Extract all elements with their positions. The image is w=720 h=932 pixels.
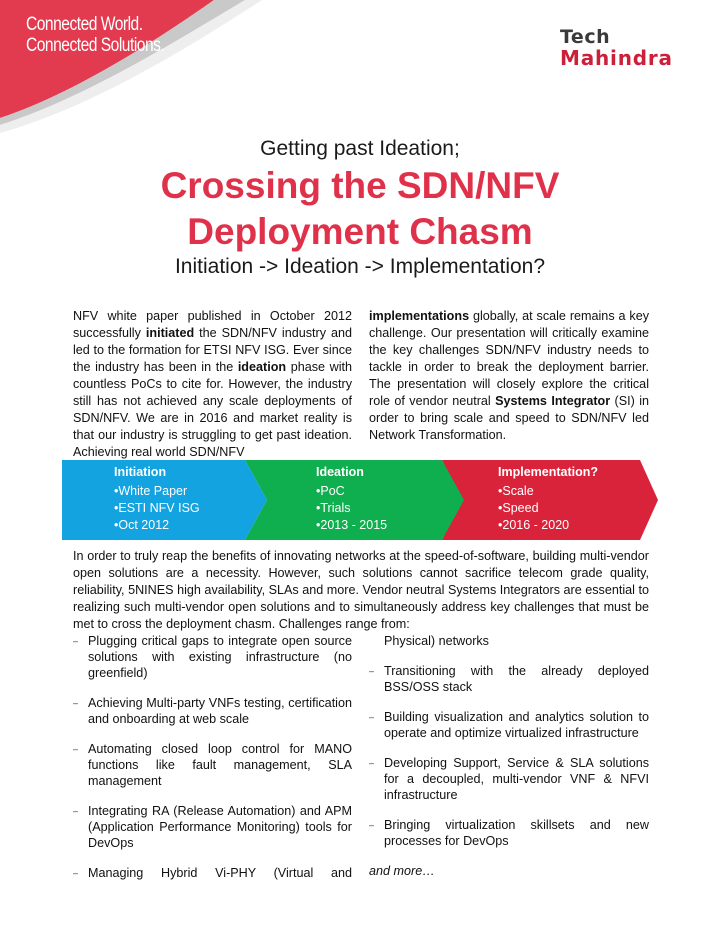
- phase-title: Implementation?: [498, 465, 599, 479]
- phase-title: Initiation: [114, 465, 167, 479]
- tagline-line1: Connected World.: [26, 14, 143, 35]
- list-item: [369, 755, 649, 803]
- phase-item: •Trials: [316, 501, 351, 515]
- bold-term: Systems Integrator: [495, 394, 611, 408]
- tagline: [26, 14, 164, 56]
- title-line2: Deployment Chasm: [187, 211, 533, 252]
- closing-note: and more…: [369, 864, 435, 878]
- dash-marker: –: [73, 868, 79, 878]
- phase-item: •Speed: [498, 501, 539, 515]
- dash-marker: –: [73, 806, 79, 816]
- page-title: [0, 163, 720, 255]
- text-run: phase with countless PoCs to cite for. However, the industry still has not achieved any scale deployments of SDN/NFV. We are in 2016 and market reality is that our industry is struggling to get past ideation. Achieving real world SDN/NFV: [73, 360, 352, 459]
- challenges-list-right: [369, 633, 649, 879]
- list-item: [73, 865, 352, 881]
- list-item-text: Transitioning with the already deployed BSS/OSS stack: [384, 664, 649, 694]
- logo-line2: Mahindra: [560, 46, 673, 70]
- phase-implementation: [498, 464, 598, 534]
- list-item-text: Achieving Multi-party VNFs testing, certification and onboarding at web scale: [88, 696, 352, 726]
- intro-right-column: [369, 308, 649, 444]
- list-item-text: Automating closed loop control for MANO functions like fault management, SLA management: [88, 742, 352, 788]
- list-item: [73, 633, 352, 681]
- title-line1: Crossing the SDN/NFV: [160, 165, 560, 206]
- list-item: [73, 695, 352, 727]
- bold-term: initiated: [145, 326, 195, 340]
- challenges-intro: In order to truly reap the benefits of innovating networks at the speed-of-software, building multi-vendor open solutions are a necessity. However, such solutions cannot sacrifice telecom grade quality, reliability, 5NINES high availability, SLAs and more. Vendor neutral Systems Integrators are essential to realizing such multi-vendor open solutions and to simultaneously address key challenges that must be met to cross the deployment chasm. Challenges range from:: [73, 549, 649, 631]
- list-item: [369, 817, 649, 849]
- tagline-line2: Connected Solutions.: [26, 35, 165, 56]
- text-run: NFV white paper published in October 2012 successfully: [73, 309, 352, 340]
- subtitle: Initiation -> Ideation -> Implementation?: [174, 255, 546, 278]
- phase-timeline: [62, 460, 658, 540]
- header-banner: [0, 0, 720, 135]
- intro-left-text: [73, 308, 352, 461]
- list-item-text: Bringing virtualization skillsets and new processes for DevOps: [384, 818, 649, 848]
- list-item: [369, 663, 649, 695]
- dash-marker: –: [369, 712, 375, 722]
- dash-marker: –: [73, 698, 79, 708]
- phase-item: •ESTI NFV ISG: [114, 501, 200, 515]
- dash-marker: –: [369, 758, 375, 768]
- phase-item: •PoC: [316, 484, 345, 498]
- intro-left-column: [73, 308, 352, 461]
- phase-title: Ideation: [316, 465, 364, 479]
- list-item-text: Integrating RA (Release Automation) and APM (Application Performance Monitoring) tools for DevOps: [88, 804, 352, 850]
- list-item-text: Physical) networks: [384, 634, 489, 648]
- phase-item: •Scale: [498, 484, 534, 498]
- list-item-text: Managing Hybrid Vi-PHY (Virtual and: [88, 866, 352, 880]
- phase-item: •Oct 2012: [114, 518, 170, 532]
- text-run: globally, at scale remains a key challenge. Our presentation will critically examine the key challenges SDN/NFV industry needs to tackle in order to break the deployment barrier. The presentation will closely explore the critical role of vendor neutral: [369, 309, 649, 408]
- intro-right-text: [369, 308, 649, 444]
- challenges-list-left: [73, 633, 352, 881]
- tech-mahindra-logo: [560, 27, 673, 69]
- dash-marker: –: [369, 666, 375, 676]
- text-run: (SI) in order to bring scale and speed to SDN/NFV led Network Transformation.: [369, 394, 649, 442]
- logo-line1: Tech: [560, 26, 611, 48]
- text-run: the SDN/NFV industry and led to the formation for ETSI NFV ISG. Ever since the industry has been in the: [73, 326, 352, 374]
- bold-term: ideation: [237, 360, 287, 374]
- list-item-text: Building visualization and analytics solution to operate and optimize virtualized infrastructure: [384, 710, 649, 740]
- dash-marker: –: [73, 636, 79, 646]
- list-item: [73, 803, 352, 851]
- phase-initiation: [114, 464, 200, 534]
- list-item-text: Developing Support, Service & SLA solutions for a decoupled, multi-vendor VNF & NFVI infrastructure: [384, 756, 649, 802]
- phase-item: •2013 - 2015: [316, 518, 388, 532]
- dash-marker: –: [369, 820, 375, 830]
- list-item: [369, 709, 649, 741]
- list-item-text: Plugging critical gaps to integrate open source solutions with existing infrastructure (no greenfield): [88, 634, 352, 680]
- bold-term: implementations: [369, 309, 470, 323]
- phase-ideation: [316, 464, 387, 534]
- phase-item: •2016 - 2020: [498, 518, 570, 532]
- list-item-continued: [369, 633, 649, 649]
- pre-title: Getting past Ideation;: [260, 137, 460, 160]
- dash-marker: –: [73, 744, 79, 754]
- phase-item: •White Paper: [114, 484, 188, 498]
- list-item: [73, 741, 352, 789]
